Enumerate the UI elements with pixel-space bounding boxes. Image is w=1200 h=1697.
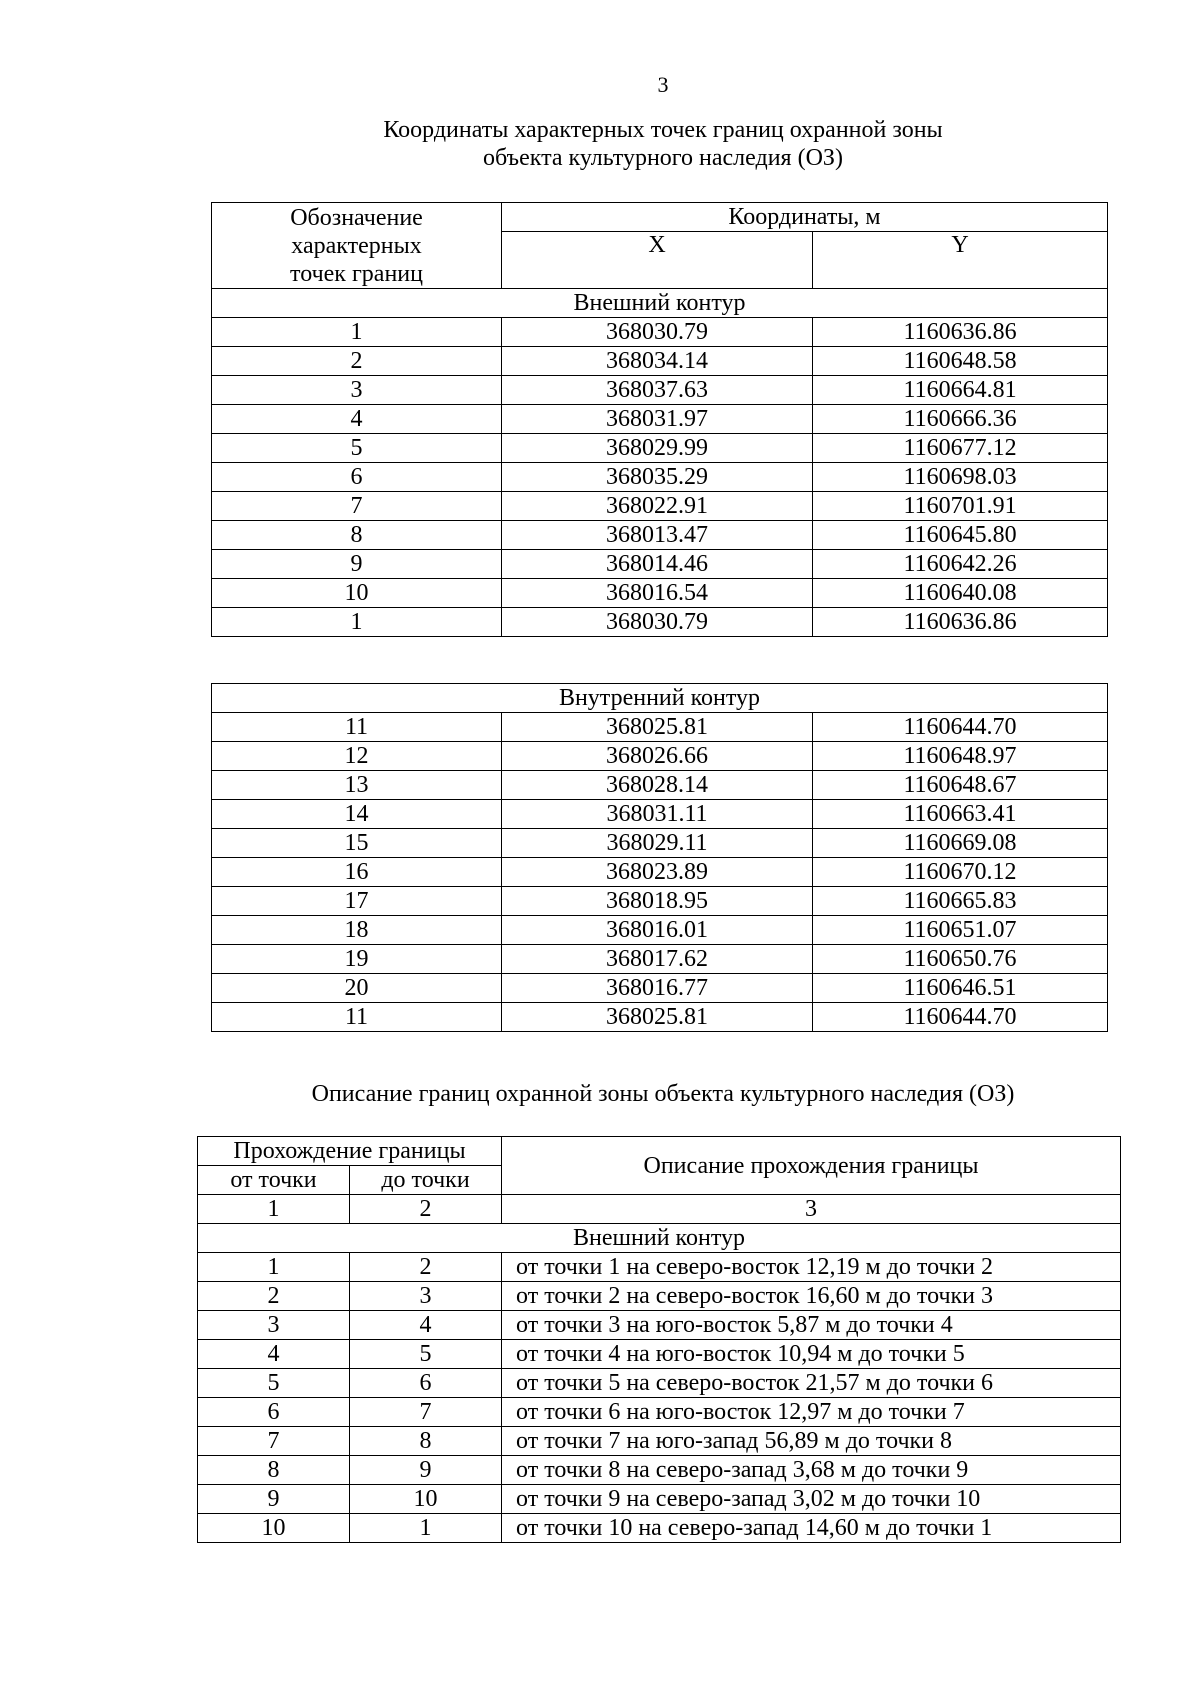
x-cell: 368034.14 xyxy=(502,347,813,376)
column-number-2: 2 xyxy=(350,1195,502,1224)
table-row xyxy=(212,1003,1108,1032)
x-cell: 368030.79 xyxy=(502,608,813,637)
coordinates-table-outer xyxy=(211,202,1108,637)
from-point-cell: 6 xyxy=(198,1398,350,1427)
description-cell: от точки 9 на северо-запад 3,02 м до точки 10 xyxy=(502,1485,1121,1514)
to-point-cell: 10 xyxy=(350,1485,502,1514)
table-row xyxy=(212,347,1108,376)
table-row xyxy=(212,945,1108,974)
y-cell: 1160646.51 xyxy=(813,974,1108,1003)
point-cell: 12 xyxy=(212,742,502,771)
table-row xyxy=(198,1514,1121,1543)
header-passage: Прохождение границы xyxy=(198,1137,502,1166)
y-cell: 1160665.83 xyxy=(813,887,1108,916)
y-cell: 1160645.80 xyxy=(813,521,1108,550)
y-cell: 1160663.41 xyxy=(813,800,1108,829)
to-point-cell: 8 xyxy=(350,1427,502,1456)
from-point-cell: 2 xyxy=(198,1282,350,1311)
to-point-cell: 6 xyxy=(350,1369,502,1398)
x-cell: 368013.47 xyxy=(502,521,813,550)
point-cell: 8 xyxy=(212,521,502,550)
description-cell: от точки 10 на северо-запад 14,60 м до точки 1 xyxy=(502,1514,1121,1543)
point-cell: 19 xyxy=(212,945,502,974)
y-cell: 1160644.70 xyxy=(813,1003,1108,1032)
y-cell: 1160669.08 xyxy=(813,829,1108,858)
description-cell: от точки 6 на юго-восток 12,97 м до точки 7 xyxy=(502,1398,1121,1427)
point-cell: 5 xyxy=(212,434,502,463)
point-cell: 6 xyxy=(212,463,502,492)
outer-rows xyxy=(212,318,1108,637)
x-cell: 368018.95 xyxy=(502,887,813,916)
point-cell: 10 xyxy=(212,579,502,608)
x-cell: 368025.81 xyxy=(502,1003,813,1032)
table-row xyxy=(198,1369,1121,1398)
description-cell: от точки 2 на северо-восток 16,60 м до точки 3 xyxy=(502,1282,1121,1311)
table-row xyxy=(212,434,1108,463)
x-cell: 368031.97 xyxy=(502,405,813,434)
y-cell: 1160651.07 xyxy=(813,916,1108,945)
table-row xyxy=(198,1456,1121,1485)
x-cell: 368031.11 xyxy=(502,800,813,829)
y-cell: 1160677.12 xyxy=(813,434,1108,463)
y-cell: 1160648.97 xyxy=(813,742,1108,771)
y-cell: 1160636.86 xyxy=(813,318,1108,347)
from-point-cell: 5 xyxy=(198,1369,350,1398)
to-point-cell: 5 xyxy=(350,1340,502,1369)
table-row xyxy=(198,1485,1121,1514)
from-point-cell: 7 xyxy=(198,1427,350,1456)
description-table xyxy=(197,1136,1121,1543)
header-point-line3: точек границ xyxy=(290,260,423,287)
description-title: Описание границ охранной зоны объекта культурного наследия (ОЗ) xyxy=(311,1081,1015,1107)
y-cell: 1160666.36 xyxy=(813,405,1108,434)
table-row xyxy=(212,521,1108,550)
x-cell: 368028.14 xyxy=(502,771,813,800)
table-row xyxy=(212,492,1108,521)
x-cell: 368016.77 xyxy=(502,974,813,1003)
table-row xyxy=(212,550,1108,579)
table-row xyxy=(198,1253,1121,1282)
point-cell: 13 xyxy=(212,771,502,800)
coordinates-title-line1: Координаты характерных точек границ охранной зоны xyxy=(383,117,943,143)
coordinates-table-inner xyxy=(211,683,1108,1032)
desc-outer-contour-label: Внешний контур xyxy=(198,1224,1121,1253)
coordinates-title xyxy=(0,116,1200,172)
from-point-cell: 4 xyxy=(198,1340,350,1369)
to-point-cell: 9 xyxy=(350,1456,502,1485)
table-row xyxy=(198,1311,1121,1340)
point-cell: 20 xyxy=(212,974,502,1003)
x-cell: 368026.66 xyxy=(502,742,813,771)
description-cell: от точки 3 на юго-восток 5,87 м до точки 4 xyxy=(502,1311,1121,1340)
inner-contour-label: Внутренний контур xyxy=(212,684,1108,713)
header-point-designation xyxy=(212,203,502,289)
header-y: Y xyxy=(813,232,1108,289)
table-row xyxy=(198,1427,1121,1456)
to-point-cell: 3 xyxy=(350,1282,502,1311)
x-cell: 368016.01 xyxy=(502,916,813,945)
table-row xyxy=(212,608,1108,637)
point-cell: 1 xyxy=(212,608,502,637)
x-cell: 368017.62 xyxy=(502,945,813,974)
x-cell: 368014.46 xyxy=(502,550,813,579)
y-cell: 1160640.08 xyxy=(813,579,1108,608)
y-cell: 1160648.67 xyxy=(813,771,1108,800)
to-point-cell: 7 xyxy=(350,1398,502,1427)
description-cell: от точки 5 на северо-восток 21,57 м до точки 6 xyxy=(502,1369,1121,1398)
point-cell: 11 xyxy=(212,713,502,742)
to-point-cell: 4 xyxy=(350,1311,502,1340)
point-cell: 1 xyxy=(212,318,502,347)
table-row xyxy=(212,829,1108,858)
column-number-3: 3 xyxy=(502,1195,1121,1224)
table-row xyxy=(198,1282,1121,1311)
header-point-line1: Обозначение xyxy=(290,204,423,231)
header-point-line2: характерных xyxy=(291,232,422,259)
description-rows xyxy=(198,1253,1121,1543)
table-row xyxy=(198,1340,1121,1369)
header-description: Описание прохождения границы xyxy=(502,1137,1121,1195)
description-cell: от точки 8 на северо-запад 3,68 м до точки 9 xyxy=(502,1456,1121,1485)
description-cell: от точки 4 на юго-восток 10,94 м до точки 5 xyxy=(502,1340,1121,1369)
table-row xyxy=(198,1398,1121,1427)
point-cell: 7 xyxy=(212,492,502,521)
y-cell: 1160644.70 xyxy=(813,713,1108,742)
table-row xyxy=(212,858,1108,887)
page-number: 3 xyxy=(657,72,669,97)
from-point-cell: 9 xyxy=(198,1485,350,1514)
x-cell: 368029.99 xyxy=(502,434,813,463)
y-cell: 1160648.58 xyxy=(813,347,1108,376)
coordinates-title-line2: объекта культурного наследия (ОЗ) xyxy=(483,145,843,171)
table-row xyxy=(212,771,1108,800)
point-cell: 4 xyxy=(212,405,502,434)
table-row xyxy=(212,318,1108,347)
y-cell: 1160664.81 xyxy=(813,376,1108,405)
table-row xyxy=(212,463,1108,492)
table-row xyxy=(212,713,1108,742)
from-point-cell: 10 xyxy=(198,1514,350,1543)
x-cell: 368029.11 xyxy=(502,829,813,858)
x-cell: 368023.89 xyxy=(502,858,813,887)
y-cell: 1160670.12 xyxy=(813,858,1108,887)
x-cell: 368022.91 xyxy=(502,492,813,521)
x-cell: 368035.29 xyxy=(502,463,813,492)
to-point-cell: 2 xyxy=(350,1253,502,1282)
outer-contour-label: Внешний контур xyxy=(212,289,1108,318)
point-cell: 14 xyxy=(212,800,502,829)
header-to-point: до точки xyxy=(350,1166,502,1195)
point-cell: 11 xyxy=(212,1003,502,1032)
table-row xyxy=(212,579,1108,608)
y-cell: 1160701.91 xyxy=(813,492,1108,521)
y-cell: 1160698.03 xyxy=(813,463,1108,492)
y-cell: 1160650.76 xyxy=(813,945,1108,974)
point-cell: 16 xyxy=(212,858,502,887)
description-cell: от точки 1 на северо-восток 12,19 м до точки 2 xyxy=(502,1253,1121,1282)
point-cell: 18 xyxy=(212,916,502,945)
point-cell: 9 xyxy=(212,550,502,579)
from-point-cell: 1 xyxy=(198,1253,350,1282)
x-cell: 368037.63 xyxy=(502,376,813,405)
from-point-cell: 8 xyxy=(198,1456,350,1485)
point-cell: 3 xyxy=(212,376,502,405)
table-row xyxy=(212,742,1108,771)
header-coordinates: Координаты, м xyxy=(502,203,1108,232)
header-from-point: от точки xyxy=(198,1166,350,1195)
point-cell: 15 xyxy=(212,829,502,858)
y-cell: 1160636.86 xyxy=(813,608,1108,637)
description-cell: от точки 7 на юго-запад 56,89 м до точки 8 xyxy=(502,1427,1121,1456)
header-x: X xyxy=(502,232,813,289)
table-row xyxy=(212,800,1108,829)
table-row xyxy=(212,887,1108,916)
x-cell: 368030.79 xyxy=(502,318,813,347)
table-row xyxy=(212,405,1108,434)
x-cell: 368025.81 xyxy=(502,713,813,742)
inner-rows xyxy=(212,713,1108,1032)
x-cell: 368016.54 xyxy=(502,579,813,608)
table-row xyxy=(212,974,1108,1003)
point-cell: 17 xyxy=(212,887,502,916)
to-point-cell: 1 xyxy=(350,1514,502,1543)
column-number-1: 1 xyxy=(198,1195,350,1224)
table-row xyxy=(212,376,1108,405)
point-cell: 2 xyxy=(212,347,502,376)
table-row xyxy=(212,916,1108,945)
from-point-cell: 3 xyxy=(198,1311,350,1340)
y-cell: 1160642.26 xyxy=(813,550,1108,579)
